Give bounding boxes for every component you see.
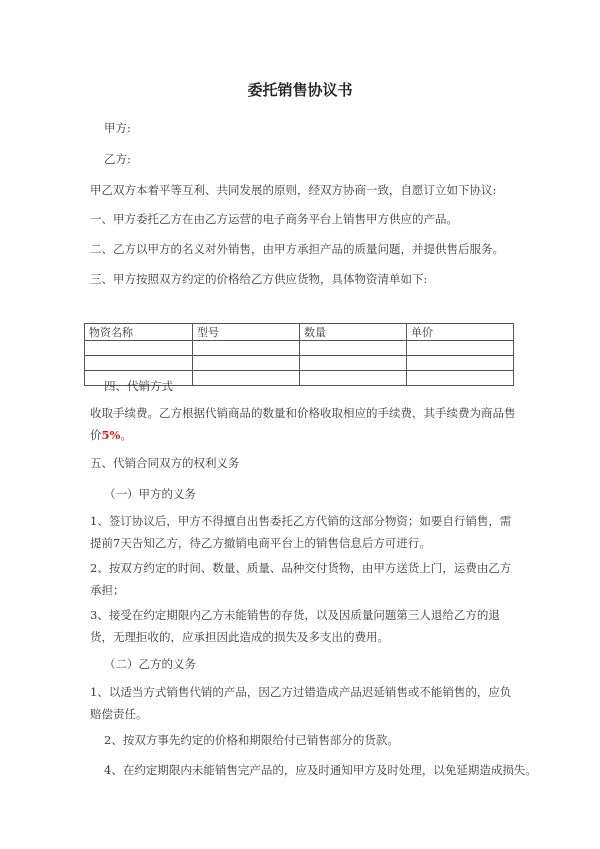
party-b-duty-2: 2、按双方事先约定的价格和期限给付已销售部分的货款。	[104, 733, 399, 747]
clause-1: 一、甲方委托乙方在由乙方运营的电子商务平台上销售甲方供应的产品。	[90, 212, 458, 226]
table-cell	[193, 371, 300, 386]
clause-2: 二、乙方以甲方的名义对外销售，由甲方承担产品的质量问题，并提供售后服务。	[90, 242, 504, 256]
table-cell	[193, 341, 300, 356]
party-a-label: 甲方:	[104, 121, 131, 135]
table-row	[85, 341, 514, 356]
party-b-duty-1: 1、以适当方式销售代销的产品，因乙方过错造成产品迟延销售或不能销售的，应负赔偿责任。	[90, 685, 512, 721]
fee-end: 。	[120, 428, 132, 442]
document-title: 委托销售协议书	[247, 81, 353, 99]
table-header-cell: 数量	[300, 324, 407, 341]
table-cell	[407, 356, 514, 371]
table-cell	[85, 356, 193, 371]
party-b-label: 乙方:	[104, 152, 131, 166]
party-b-duty-3: 4、在约定期限内未能销售完产品的，应及时通知甲方及时处理，以免延期造成损失。	[104, 763, 537, 777]
fee-paragraph	[90, 402, 520, 446]
section-4-heading: 四、代销方式	[104, 379, 173, 393]
table-cell	[300, 356, 407, 371]
table-cell	[85, 341, 193, 356]
table-cell	[193, 356, 300, 371]
intro-paragraph: 甲乙双方本着平等互利、共同发展的原则，经双方协商一致，自愿订立如下协议:	[90, 183, 497, 197]
clause-3: 三、甲方按照双方约定的价格给乙方供应货物，具体物资清单如下:	[90, 272, 428, 286]
goods-table	[84, 323, 514, 386]
table-cell	[300, 341, 407, 356]
fee-text: 收取手续费。乙方根据代销商品的数量和价格收取相应的手续费，其手续费为商品售价	[90, 406, 516, 442]
table-cell	[300, 371, 407, 386]
section-5-heading: 五、代销合同双方的权利义务	[90, 456, 240, 470]
table-row	[85, 356, 514, 371]
table-cell	[407, 341, 514, 356]
table-header-cell: 物资名称	[85, 324, 193, 341]
table-cell	[407, 371, 514, 386]
party-a-duties-heading: （一）甲方的义务	[104, 487, 196, 501]
fee-rate: 5%	[101, 428, 121, 442]
table-header-cell: 型号	[193, 324, 300, 341]
party-a-duty-1: 1、签订协议后，甲方不得擅自出售委托乙方代销的这部分物资；如要自行销售，需提前7天告知乙方，待乙方撤销电商平台上的销售信息后方可进行。	[90, 514, 512, 550]
table-header-cell: 单价	[407, 324, 514, 341]
party-b-duties-heading: （二）乙方的义务	[104, 657, 196, 671]
party-a-duty-2: 2、按双方约定的时间、数量、质量、品种交付货物，由甲方送货上门，运费由乙方承担；	[90, 561, 512, 597]
table-header-row	[85, 324, 514, 341]
party-a-duty-3: 3、接受在约定期限内乙方未能销售的存货，以及因质量问题第三人退给乙方的退货，无理拒收的，应承担因此造成的损失及多支出的费用。	[90, 608, 500, 644]
